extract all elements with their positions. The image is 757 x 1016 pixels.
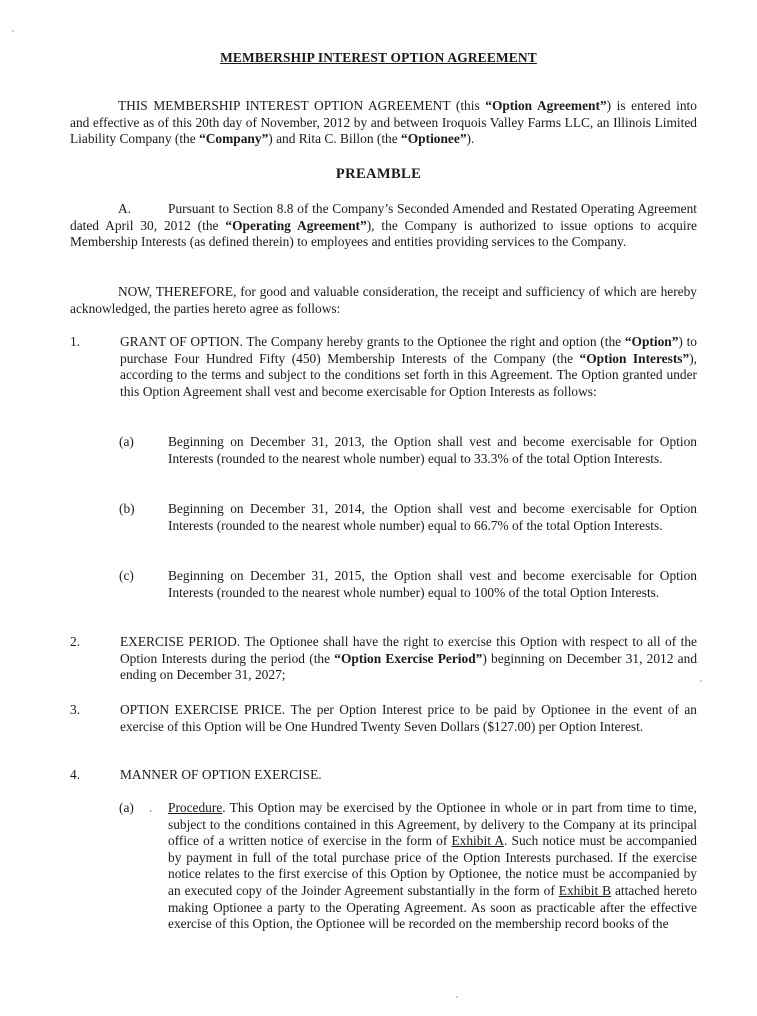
preamble-heading: PREAMBLE [335,166,422,182]
option-interests-term: “Option Interests” [579,350,690,366]
section-1-b [119,501,697,534]
recital-a-paragraph [70,201,697,251]
option-exercise-period-term: “Option Exercise Period” [334,650,483,666]
section-4-a-label: (a) [119,800,134,815]
section-1-a-text: Beginning on December 31, 2013, the Option shall vest and become exercisable for Option Interests (rounded to the nearest whole number) equal to 33.3% of the total Option Interests. [168,434,697,466]
section-3 [70,702,697,735]
intro-text-3: ) and Rita C. Billon (the [268,131,402,147]
operating-agreement-term: “Operating Agreement” [225,217,367,233]
section-2-text-1: EXERCISE PERIOD. The Optionee shall have the right to exercise this Option with respect to all of the Option Interests during the period (the [120,634,697,666]
section-4-a [119,800,697,933]
now-therefore-paragraph [70,284,697,317]
section-1-text-1: GRANT OF OPTION. The Company hereby grants to the Optionee the right and option (the [120,334,625,349]
exhibit-a-link: Exhibit A [451,833,505,849]
section-4-number: 4. [70,767,81,782]
section-2-body [120,634,697,684]
section-3-text: OPTION EXERCISE PRICE. The per Option Interest price to be paid by Optionee in the event of an exercise of this Option will be One Hundred Twenty Seven Dollars ($127.00) per Option Interest. [120,702,697,734]
section-1-c-text: Beginning on December 31, 2015, the Option shall vest and become exercisable for Option Interests (rounded to the nearest whole number) equal to 100% of the total Option Interests. [168,568,697,600]
recital-a-label: A. [118,201,132,216]
section-2-number: 2. [70,634,81,649]
section-1-text-2: ) to purchase Four Hundred Fifty (450) Membership Interests of the Company (the [120,334,697,366]
recital-a-text-2: ), the Company is authorized to issue options to acquire Membership Interests (as defined therein) to employees and entities providing services to the Company. [70,217,697,250]
section-2 [70,634,697,684]
section-4-a-text-3: attached hereto making Optionee a party to the Operating Agreement. As soon as practicable after the effective exercise of this Option, the Optionee will be recorded on the membership record books of the [168,882,697,932]
section-1-a [119,434,697,467]
section-3-number: 3. [70,702,81,717]
section-1 [70,334,697,400]
recital-a-text-1: Pursuant to Section 8.8 of the Company’s Seconded Amended and Restated Operating Agreement dated April 30, 2012 (the [70,201,697,233]
intro-text-4: ). [466,131,475,147]
scan-artifact [456,996,458,998]
company-term: “Company” [199,131,269,147]
section-1-c-label: (c) [119,568,134,583]
section-1-body [120,334,697,400]
section-4-a-body [168,800,697,933]
exhibit-b-link: Exhibit B [558,882,612,898]
section-1-a-label: (a) [119,434,134,449]
option-agreement-term: “Option Agreement” [485,98,607,113]
section-4-a-text-2: . Such notice must be accompanied by payment in full of the total purchase price of the Option Interests purchased. If the exercise notice relates to the first exercise of this Option by Optionee, the notice must be accompanied by an executed copy of the Joinder Agreement substantially in the form of [168,833,697,898]
section-4-a-text-1: . This Option may be exercised by the Optionee in whole or in part from time to time, subject to the conditions contained in this Agreement, by delivery to the Company at its principal office of a written notice of exercise in the form of [168,800,697,849]
intro-text-1: THIS MEMBERSHIP INTEREST OPTION AGREEMENT (this [118,98,486,113]
scan-speck: . [149,800,153,815]
optionee-term: “Optionee” [401,131,467,147]
document-title: MEMBERSHIP INTEREST OPTION AGREEMENT [220,50,537,65]
scan-artifact [12,30,14,32]
section-4 [70,767,697,784]
section-1-c [119,568,697,601]
section-4-heading: MANNER OF OPTION EXERCISE. [120,767,322,782]
intro-text-2: ) is entered into and effective as of this 20th day of November, 2012 by and between Iroquois Valley Farms LLC, an Illinois Limited Liability Company (the [70,98,697,147]
section-1-number: 1. [70,334,81,349]
section-2-text-2: ) beginning on December 31, 2012 and ending on December 31, 2027; [120,650,698,683]
section-1-text-3: ), according to the terms and subject to the conditions set forth in this Agreement. The Option granted under this Option Agreement shall vest and become exercisable for Option Interests as follows: [120,350,698,399]
intro-paragraph [70,98,697,148]
procedure-title: Procedure [168,800,223,815]
now-therefore-text: NOW, THEREFORE, for good and valuable consideration, the receipt and sufficiency of which are hereby acknowledged, the parties hereto agree as follows: [70,284,697,316]
section-1-b-text: Beginning on December 31, 2014, the Option shall vest and become exercisable for Option Interests (rounded to the nearest whole number) equal to 66.7% of the total Option Interests. [168,501,697,533]
section-1-b-label: (b) [119,501,135,516]
scan-artifact [700,680,702,682]
option-term: “Option” [624,334,679,349]
